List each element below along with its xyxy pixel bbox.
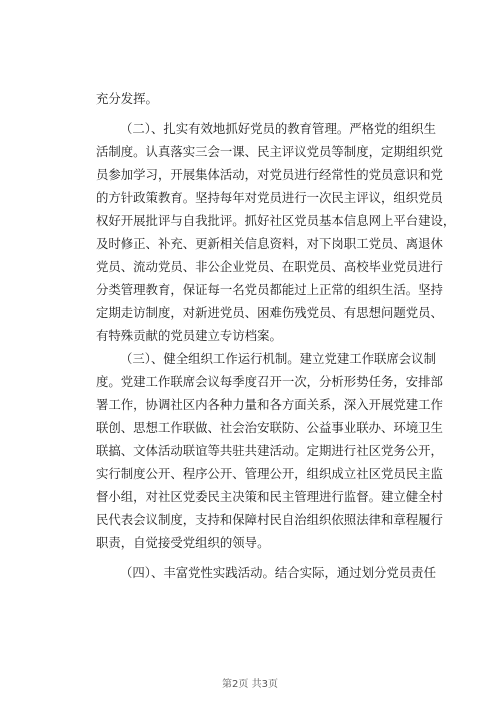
text-line: 定期走访制度，对新进党员、困难伤残党员、有思想问题党员、 — [96, 305, 443, 320]
text-line: 督小组，对社区党委民主决策和民主管理进行监督。建立健全村 — [96, 489, 443, 504]
text-line: 的方针政策教育。坚持每年对党员进行一次民主评议，组织党员 — [96, 190, 443, 205]
text-line: 充分发挥。 — [96, 91, 158, 106]
text-line: 党员、流动党员、非公企业党员、在职党员、高校毕业党员进行 — [96, 259, 443, 274]
text-line: 职责，自觉接受党组织的领导。 — [96, 535, 270, 550]
text-line: 及时修正、补充、更新相关信息资料，对下岗职工党员、离退休 — [96, 236, 443, 251]
text-line: 有特殊贡献的党员建立专访档案。 — [96, 328, 282, 343]
text-line: 度。党建工作联席会议每季度召开一次，分析形势任务，安排部 — [96, 374, 443, 389]
text-line: （二）、扎实有效地抓好党员的教育管理。严格党的组织生 — [120, 121, 436, 136]
text-line: 联搞、文体活动联谊等共驻共建活动。定期进行社区党务公开， — [96, 443, 443, 458]
text-line: 员参加学习，开展集体活动，对党员进行经常性的党员意识和党 — [96, 167, 443, 182]
text-line: 分类管理教育，保证每一名党员都能过上正常的组织生活。坚持 — [96, 282, 443, 297]
text-line: （四）、丰富党性实践活动。结合实际，通过划分党员责任 — [120, 565, 436, 580]
text-line: 民代表会议制度，支持和保障村民自治组织依照法律和章程履行 — [96, 512, 443, 527]
text-line: 署工作，协调社区内各种力量和各方面关系，深入开展党建工作 — [96, 397, 443, 412]
text-line: 联创、思想工作联做、社会治安联防、公益事业联办、环境卫生 — [96, 420, 443, 435]
text-line: 实行制度公开、程序公开、管理公开，组织成立社区党员民主监 — [96, 466, 443, 481]
text-line: 活制度。认真落实三会一课、民主评议党员等制度，定期组织党 — [96, 144, 443, 159]
text-line: （三）、健全组织工作运行机制。建立党建工作联席会议制 — [120, 351, 436, 366]
page-footer: 第2页 共3页 — [222, 679, 278, 690]
text-line: 权好开展批评与自我批评。抓好社区党员基本信息网上平台建设， — [96, 213, 456, 228]
